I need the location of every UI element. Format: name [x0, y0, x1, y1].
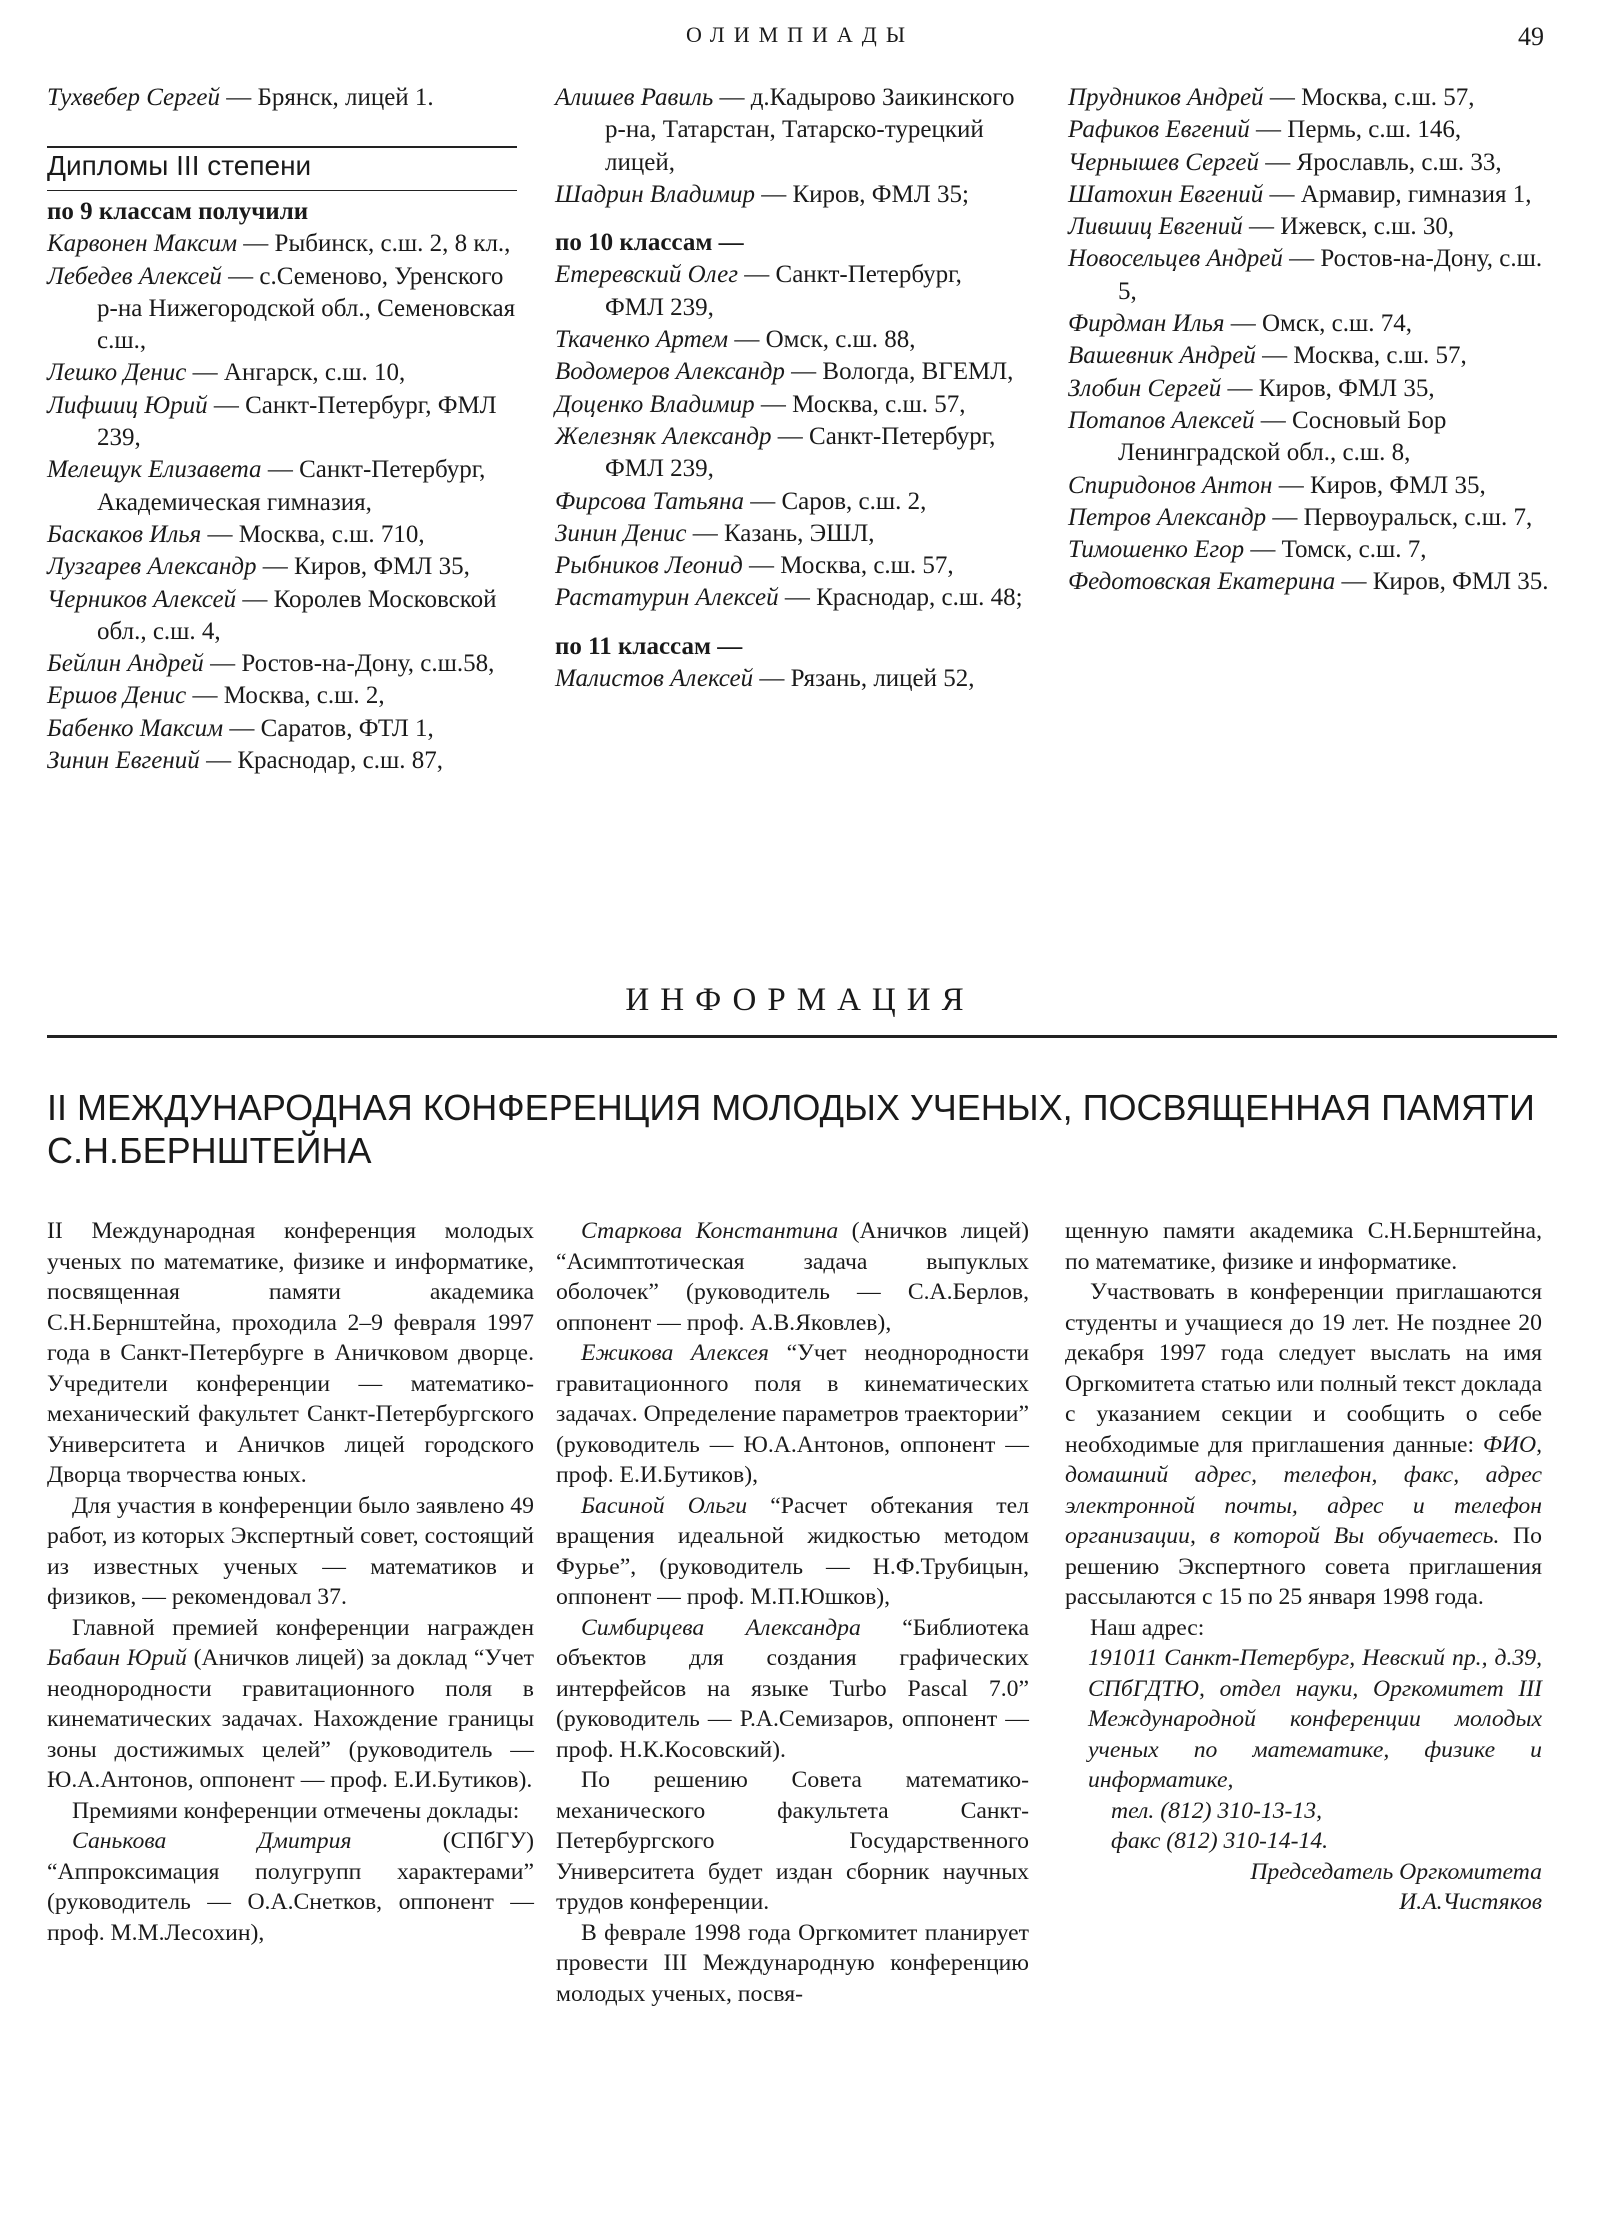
winner-name: Тимошенко Егор [1068, 536, 1245, 564]
divider [47, 190, 517, 191]
winner-name: Рафиков Евгений [1068, 116, 1250, 144]
phone-number: тел. (812) 310-13-13, [1111, 1797, 1323, 1824]
winner-entry [1068, 405, 1558, 470]
winner-details: — Краснодар, с.ш. 48; [778, 584, 1023, 612]
paragraph: II Международная конференция молодых ученых по математике, физике и информатике, посвященная памяти академика С.Н.Бернштейна, проходила 2–9 февраля 1997 года в Санкт-Петербурге в Аничковом дворце. Учредители конференции — математико-механический факультет Санкт-Петербургского Университета и Аничков лицей городского Дворца творчества юных. [47, 1218, 534, 1488]
winner-details: — Киров, ФМЛ 35, [1221, 374, 1435, 402]
winner-details: — Киров, ФМЛ 35, [1272, 471, 1486, 499]
winner-name: Карвонен Максим [47, 230, 238, 258]
signature-role: Председатель Оргкомитета [1250, 1858, 1542, 1885]
winner-name: Шатохин Евгений [1068, 180, 1264, 208]
winner-name: Потапов Алексей [1068, 406, 1255, 434]
diploma-list-col1 [47, 196, 517, 777]
winner-entry [555, 663, 1025, 695]
winner-details: — Пермь, с.ш. 146, [1249, 116, 1462, 144]
winner-name: Ткаченко Артем [555, 326, 729, 354]
winner-details: — Ангарск, с.ш. 10, [186, 359, 406, 387]
winner-entry [555, 259, 1025, 324]
winner-list [1068, 82, 1558, 599]
winner-name: Новосельцев Андрей [1068, 245, 1283, 273]
winner-entry [1068, 373, 1558, 405]
winner-entry [47, 261, 517, 358]
winner-name: Лебедев Алексей [47, 262, 222, 290]
paragraph: В феврале 1998 года Оргкомитет планирует провести III Международную конференцию молодых ученых, посвя- [556, 1919, 1029, 2007]
winner-details: — Армавир, гимназия 1, [1263, 180, 1532, 208]
section-rule [47, 1035, 1557, 1038]
winner-name: Етеревский Олег [555, 261, 739, 289]
winner-entry [1068, 502, 1558, 534]
winner-details: — Брянск, лицей 1. [220, 84, 434, 111]
winner-details: — Омск, с.ш. 88, [728, 326, 916, 354]
winner-details: — Санкт-Петербург, ФМЛ 239, [97, 391, 497, 452]
paragraph: Басиной Ольги “Расчет обтекания тел вращения идеальной жидкостью методом Фурье”, (руководитель — Н.Ф.Трубицын, оппонент — проф. М.П.Юшков), [556, 1492, 1029, 1610]
winner-details: — Москва, с.ш. 57, [754, 390, 966, 418]
paragraph: По решению Совета математико-механического факультета Санкт-Петербургского Государственного Университета будет издан сборник научных трудов конференции. [556, 1767, 1029, 1915]
winner-name: Бейлин Андрей [47, 650, 204, 678]
winner-details: — Москва, с.ш. 57, [742, 552, 954, 580]
article-column-1 [47, 1216, 534, 1948]
winner-list [47, 228, 517, 777]
winner-entry [555, 421, 1025, 486]
winner-details: — Киров, ФМЛ 35; [754, 180, 969, 208]
winner-details: — Киров, ФМЛ 35. [1335, 568, 1549, 596]
page-number: 49 [1518, 22, 1544, 51]
article-column-3 [1065, 1216, 1542, 1918]
paragraph: Участвовать в конференции приглашаются студенты и учащиеся до 19 лет. Не позднее 20 декабря 1997 года следует выслать на имя Оргкомитета статью или полный текст доклада с указанием секции и сообщить о себе необходимые для приглашения данные: ФИО, домашний адрес, телефон, факс, адрес электронной почты, адрес и телефон организации, в которой Вы обучаетесь. По решению Экспертного совета приглашения рассылаются с 15 по 25 января 1998 года. [1065, 1279, 1543, 1610]
winner-details: — Краснодар, с.ш. 87, [199, 747, 444, 775]
paragraph: щенную памяти академика С.Н.Бернштейна, по математике, физике и информатике. [1065, 1218, 1542, 1275]
winner-name: Рыбников Леонид [555, 552, 743, 580]
paragraph: Ежикова Алексея “Учет неоднородности гравитационного поля в кинематических задачах. Определение параметров траектории” (руководитель — Ю.А.Антонов, оппонент — проф. Е.И.Бутиков), [556, 1340, 1029, 1488]
divider [47, 146, 517, 148]
winner-name: Растатурин Алексей [555, 584, 779, 612]
winner-name: Мелещук Елизавета [47, 456, 262, 484]
winner-name: Черников Алексей [47, 585, 237, 613]
winner-entry [1068, 534, 1558, 566]
winner-name: Чернышев Сергей [1068, 148, 1260, 176]
winner-details: — Москва, с.ш. 57, [1255, 342, 1467, 370]
paragraph: Старкова Константина (Аничков лицей) “Асимптотическая задача выпуклых оболочек” (руководитель — С.А.Берлов, оппонент — проф. А.В.Яковлев), [556, 1218, 1029, 1336]
winner-details: — Саров, с.ш. 2, [743, 487, 927, 515]
winner-name: Вашевник Андрей [1068, 342, 1256, 370]
running-header: ОЛИМПИАДЫ [685, 22, 915, 47]
winner-entry [1068, 147, 1558, 179]
winner-details: — Москва, с.ш. 710, [201, 520, 425, 548]
winner-entry [1068, 179, 1558, 211]
address-label: Наш адрес: [1090, 1614, 1205, 1641]
winner-entry [1068, 211, 1558, 243]
winner-name: Тухвебер Сергей [47, 84, 220, 111]
fax-number: факс (812) 310-14-14. [1111, 1828, 1329, 1854]
grade-label: по 10 классам — [555, 229, 744, 257]
winner-entry [47, 713, 517, 745]
winner-details: — с.Семеново, Уренского р-на Нижегородской обл., Семеновская с.ш., [97, 262, 516, 355]
winner-name: Лешко Денис [47, 359, 187, 387]
winner-name: Прудников Андрей [1068, 84, 1264, 111]
winner-entry [555, 324, 1025, 356]
paragraph: Главной премией конференции награжден Бабаин Юрий (Аничков лицей) за доклад “Учет неоднородности гравитационного поля в кинематических задачах. Нахождение границы зоны достижимых целей” (руководитель — Ю.А.Антонов, оппонент — проф. Е.И.Бутиков). [47, 1614, 534, 1793]
winner-list [555, 82, 1025, 211]
winner-details: — Санкт-Петербург, ФМЛ 239, [605, 422, 996, 483]
winner-entry [47, 584, 517, 649]
winner-entry [555, 356, 1025, 388]
olympiad-column-3 [1068, 82, 1558, 599]
winner-entry [47, 228, 517, 260]
article-column-2 [556, 1216, 1029, 2009]
winner-name: Малистов Алексей [555, 665, 754, 693]
winner-entry [555, 486, 1025, 518]
winner-entry [1068, 340, 1558, 372]
winner-details: — Санкт-Петербург, ФМЛ 239, [605, 261, 962, 321]
winner-details: — Томск, с.ш. 7, [1244, 536, 1427, 564]
winner-details: — Первоуральск, с.ш. 7, [1266, 503, 1533, 531]
winner-details: — Ижевск, с.ш. 30, [1242, 213, 1455, 241]
winner-name: Алишев Равиль [555, 84, 714, 111]
winner-entry [1068, 308, 1558, 340]
section-title: ИНФОРМАЦИЯ [625, 982, 975, 1018]
winner-details: — Омск, с.ш. 74, [1224, 310, 1412, 338]
winner-details: — Ростов-на-Дону, с.ш. 5, [1118, 245, 1543, 305]
winner-entry [1068, 82, 1558, 114]
winner-name: Фирсова Татьяна [555, 487, 744, 515]
article-heading: II МЕЖДУНАРОДНАЯ КОНФЕРЕНЦИЯ МОЛОДЫХ УЧЕНЫХ, ПОСВЯЩЕННАЯ ПАМЯТИ С.Н.БЕРНШТЕЙНА [47, 1087, 1535, 1171]
diplomas-heading: Дипломы III степени [47, 150, 312, 181]
winner-details: — Москва, с.ш. 2, [186, 682, 385, 710]
winner-details: — Санкт-Петербург, Академическая гимназия, [97, 456, 486, 516]
winner-entry [1068, 470, 1558, 502]
winner-name: Шадрин Владимир [555, 180, 755, 208]
winner-name: Ершов Денис [47, 682, 187, 710]
winner-entry [555, 550, 1025, 582]
winner-name: Злобин Сергей [1068, 374, 1222, 402]
winner-entry [555, 179, 1025, 211]
winner-entry [47, 357, 517, 389]
winner-entry [1068, 566, 1558, 598]
winner-name: Баскаков Илья [47, 520, 202, 548]
paragraph: Для участия в конференции было заявлено 49 работ, из которых Экспертный совет, состоящий из известных ученых — математиков и физиков, — рекомендовал 37. [47, 1492, 534, 1610]
winner-details: — Саратов, ФТЛ 1, [223, 714, 434, 742]
winner-entry [47, 648, 517, 680]
paragraph: Премиями конференции отмечены доклады: [72, 1797, 520, 1824]
olympiad-column-2 [555, 82, 1025, 695]
winner-name: Зинин Евгений [47, 747, 200, 775]
winner-entry [47, 454, 517, 519]
winner-name: Зинин Денис [555, 519, 687, 547]
winner-entry [555, 518, 1025, 550]
signature-name: И.А.Чистяков [1399, 1889, 1542, 1915]
grade-label: по 9 классам получили [47, 198, 309, 225]
winner-name: Лузгарев Александр [47, 553, 257, 581]
winner-name: Железняк Александр [555, 422, 772, 450]
grade-label: по 11 классам — [555, 632, 743, 660]
winner-details: — Королев Московской обл., с.ш. 4, [97, 585, 497, 645]
winner-name: Лившиц Евгений [1068, 213, 1243, 241]
winner-details: — Казань, ЭШЛ, [686, 519, 875, 547]
paragraph: Санькова Дмитрия (СПбГУ) “Аппроксимация полугрупп характерами” (руководитель — О.А.Снетков, оппонент — проф. М.М.Лесохин), [47, 1828, 534, 1946]
winner-entry [47, 82, 517, 114]
winner-name: Водомеров Александр [555, 358, 785, 386]
winner-name: Бабенко Максим [47, 714, 224, 742]
winner-details: — Сосновый Бор Ленинградской обл., с.ш. 8, [1118, 406, 1447, 467]
winner-name: Лифшиц Юрий [47, 391, 208, 419]
olympiad-column-1 [47, 82, 517, 114]
winner-details: — Рязань, лицей 52, [753, 665, 975, 693]
winner-entry [47, 519, 517, 551]
winner-details: — д.Кадырово Заикинского р-на, Татарстан, Татарско-турецкий лицей, [605, 84, 1015, 176]
winner-entry [555, 82, 1025, 179]
winner-entry [1068, 243, 1558, 308]
winner-entry [47, 551, 517, 583]
winner-list [555, 663, 1025, 695]
winner-entry [555, 389, 1025, 421]
winner-entry [555, 582, 1025, 614]
paragraph: Симбирцева Александра “Библиотека объектов для создания графических интерфейсов на языке Turbo Pascal 7.0” (руководитель — Р.А.Семизаров, оппонент — проф. Н.К.Косовский). [556, 1614, 1029, 1763]
winner-name: Федотовская Екатерина [1068, 568, 1336, 596]
winner-details: — Москва, с.ш. 57, [1263, 84, 1475, 111]
winner-details: — Вологда, ВГЕМЛ, [784, 358, 1014, 386]
winner-details: — Рыбинск, с.ш. 2, 8 кл., [237, 230, 511, 258]
postal-address: 191011 Санкт-Петербург, Невский пр., д.39, СПбГДТЮ, отдел науки, Оргкомитет III Международной конференции молодых ученых по математике, физике и информатике, [1088, 1645, 1542, 1793]
winner-name: Петров Александр [1068, 503, 1267, 531]
winner-name: Спиридонов Антон [1068, 471, 1273, 499]
winner-details: — Ярославль, с.ш. 33, [1259, 148, 1502, 176]
winner-name: Доценко Владимир [555, 390, 755, 418]
winner-details: — Ростов-на-Дону, с.ш.58, [203, 650, 495, 678]
winner-name: Фирдман Илья [1068, 310, 1225, 338]
winner-details: — Киров, ФМЛ 35, [256, 553, 470, 581]
winner-entry [47, 745, 517, 777]
winner-entry [47, 680, 517, 712]
winner-list [555, 259, 1025, 614]
winner-entry [47, 390, 517, 455]
winner-entry [1068, 114, 1558, 146]
